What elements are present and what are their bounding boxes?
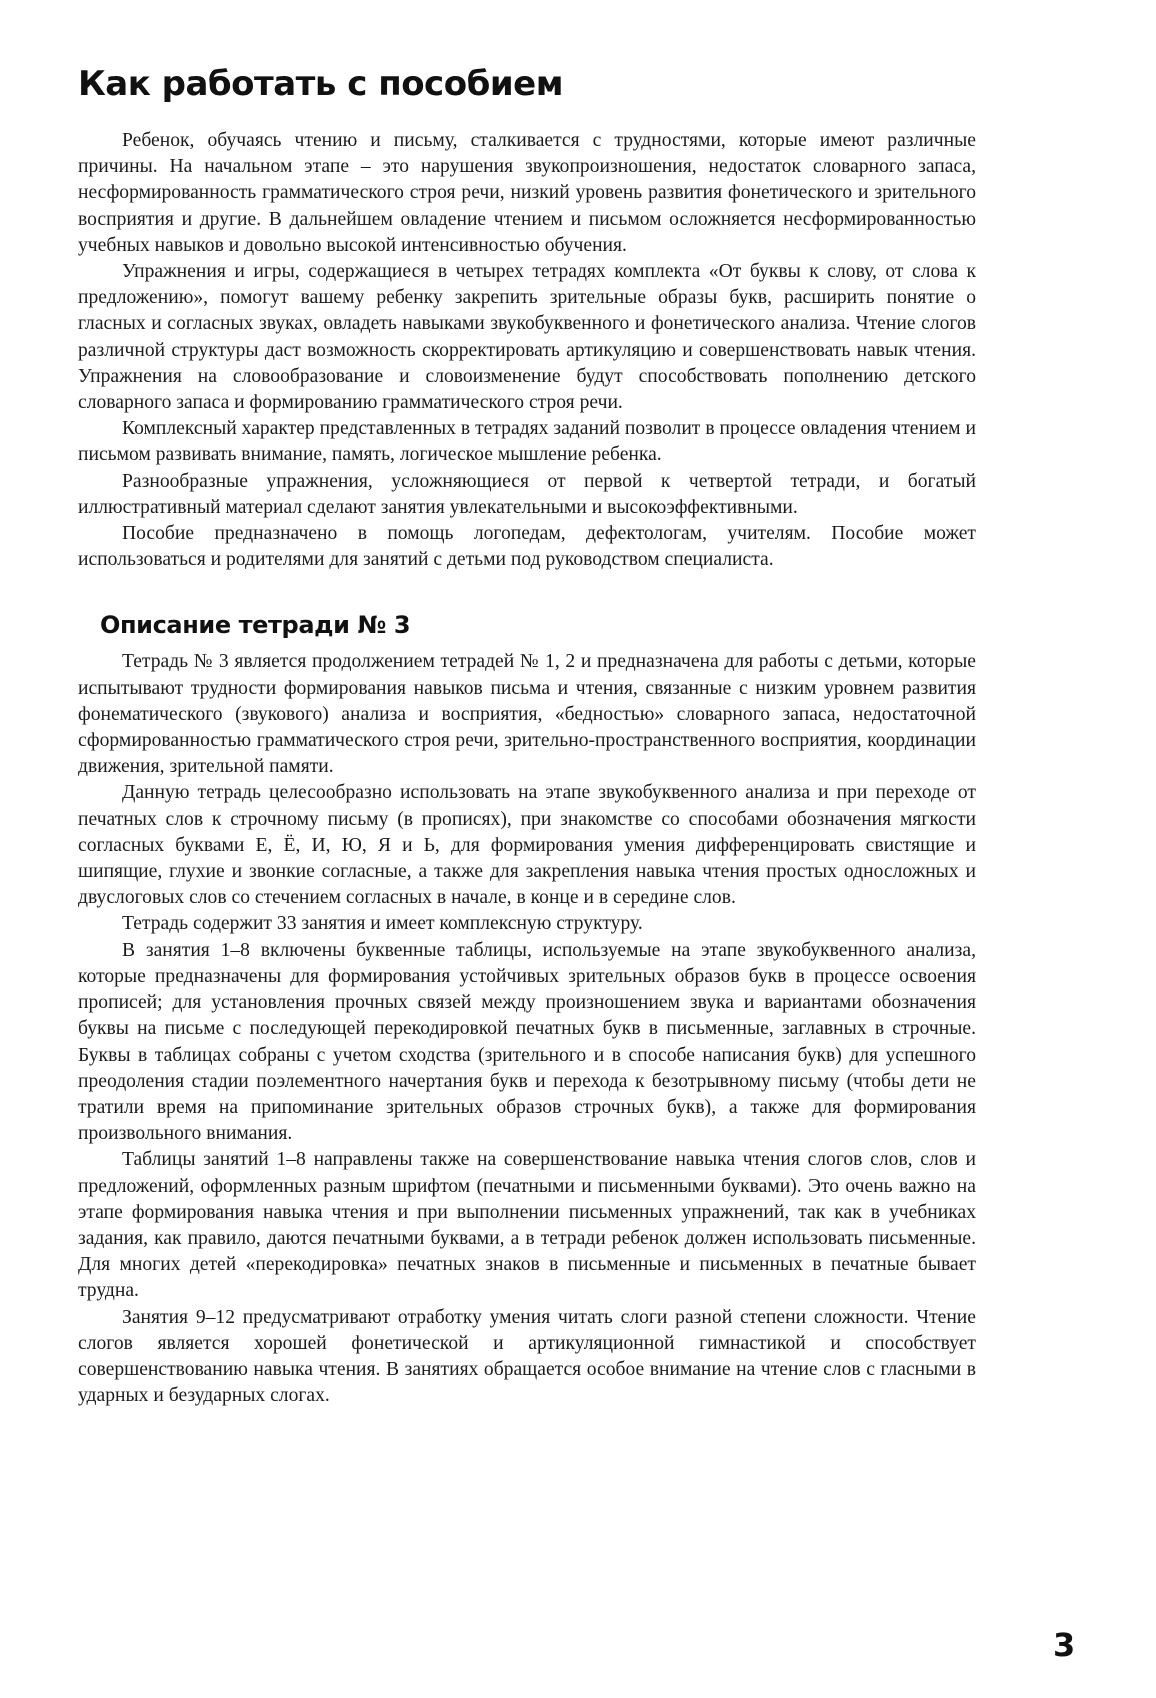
section-heading: Описание тетради № 3 — [100, 611, 411, 640]
intro-paragraph-4: Разнообразные упражнения, усложняющиеся от первой к четвертой тетради, и богатый иллюстративный материал сделают занятия увлекательными и высокоэффективными. — [78, 470, 976, 518]
document-page — [78, 62, 976, 1409]
intro-paragraph-2: Упражнения и игры, содержащиеся в четырех тетрадях комплекта «От буквы к слову, от слова к предложению», помогут вашему ребенку закрепить зрительные образы букв, расширить понятие о гласных и согласных звуках, овладеть навыками звукобуквенного и фонетического анализа. Чтение слогов различной структуры даст возможность скорректировать артикуляцию и совершенствовать навык чтения. Упражнения на словообразование и словоизменение будут способствовать пополнению детского словарного запаса и формированию грамматического строя речи. — [78, 261, 976, 414]
section-paragraph-6: Занятия 9–12 предусматривают отработку умения читать слоги разной степени сложности. Чтение слогов является хорошей фонетической и артикуляционной гимнастикой и способствует совершенствованию навыка чтения. В занятиях обращается особое внимание на чтение слов с гласными в ударных и безударных слогах. — [78, 1306, 976, 1407]
intro-paragraph-5: Пособие предназначено в помощь логопедам, дефектологам, учителям. Пособие может использоваться и родителями для занятий с детьми под руководством специалиста. — [78, 523, 976, 571]
section-paragraph-1: Тетрадь № 3 является продолжением тетрадей № 1, 2 и предназначена для работы с детьми, которые испытывают трудности формирования навыков письма и чтения, связанные с низким уровнем развития фонематического (звукового) анализа и восприятия, «бедностью» словарного запаса, недостаточной сформированностью грамматического строя речи, зрительно-пространственного восприятия, координации движения, зрительной памяти. — [78, 651, 976, 778]
page-title: Как работать с пособием — [78, 64, 563, 104]
section-paragraph-3: Тетрадь содержит 33 занятия и имеет комплексную структуру. — [122, 913, 643, 935]
intro-paragraph-3: Комплексный характер представленных в тетрадях заданий позволит в процессе овладения чтением и письмом развивать внимание, память, логическое мышление ребенка. — [78, 418, 976, 466]
intro-paragraph-1: Ребенок, обучаясь чтению и письму, сталкивается с трудностями, которые имеют различные причины. На начальном этапе – это нарушения звукопроизношения, недостаток словарного запаса, несформированность грамматического строя речи, низкий уровень развития фонетического и зрительного восприятия и другие. В дальнейшем овладение чтением и письмом осложняется несформированностью учебных навыков и довольно высокой интенсивностью обучения. — [78, 130, 976, 256]
section-paragraph-4: В занятия 1–8 включены буквенные таблицы, используемые на этапе звукобуквенного анализа, которые предназначены для формирования устойчивых зрительных образов букв в процессе освоения прописей; для установления прочных связей между произношением звука и вариантами обозначения буквы на письме с последующей перекодировкой печатных букв в письменные, заглавных в строчные. Буквы в таблицах собраны с учетом сходства (зрительного и в способе написания букв) для успешного преодоления стадии поэлементного начертания букв и перехода к безотрывному письму (чтобы дети не тратили время на припоминание зрительных образов строчных букв), а также для формирования произвольного внимания. — [78, 939, 976, 1145]
section-paragraph-2: Данную тетрадь целесообразно использовать на этапе звукобуквенного анализа и при переходе от печатных слов к строчному письму (в прописях), при знакомстве со способами обозначения мягкости согласных буквами Е, Ё, И, Ю, Я и Ь, для формирования умения дифференцировать свистящие и шипящие, глухие и звонкие согласные, а также для закрепления навыка чтения простых односложных и двуслоговых слов со стечением согласных в начале, в конце и в середине слов. — [78, 782, 976, 909]
section-paragraph-5: Таблицы занятий 1–8 направлены также на совершенствование навыка чтения слогов слов, слов и предложений, оформленных разным шрифтом (печатными и письменными буквами). Это очень важно на этапе формирования навыка чтения и при выполнении письменных упражнений, так как в учебниках задания, как правило, даются печатными буквами, а в тетради ребенок должен использовать письменные. Для многих детей «перекодировка» печатных знаков в письменные и письменных в печатные бывает трудна. — [78, 1149, 976, 1302]
page-number: 3 — [1053, 1626, 1076, 1664]
